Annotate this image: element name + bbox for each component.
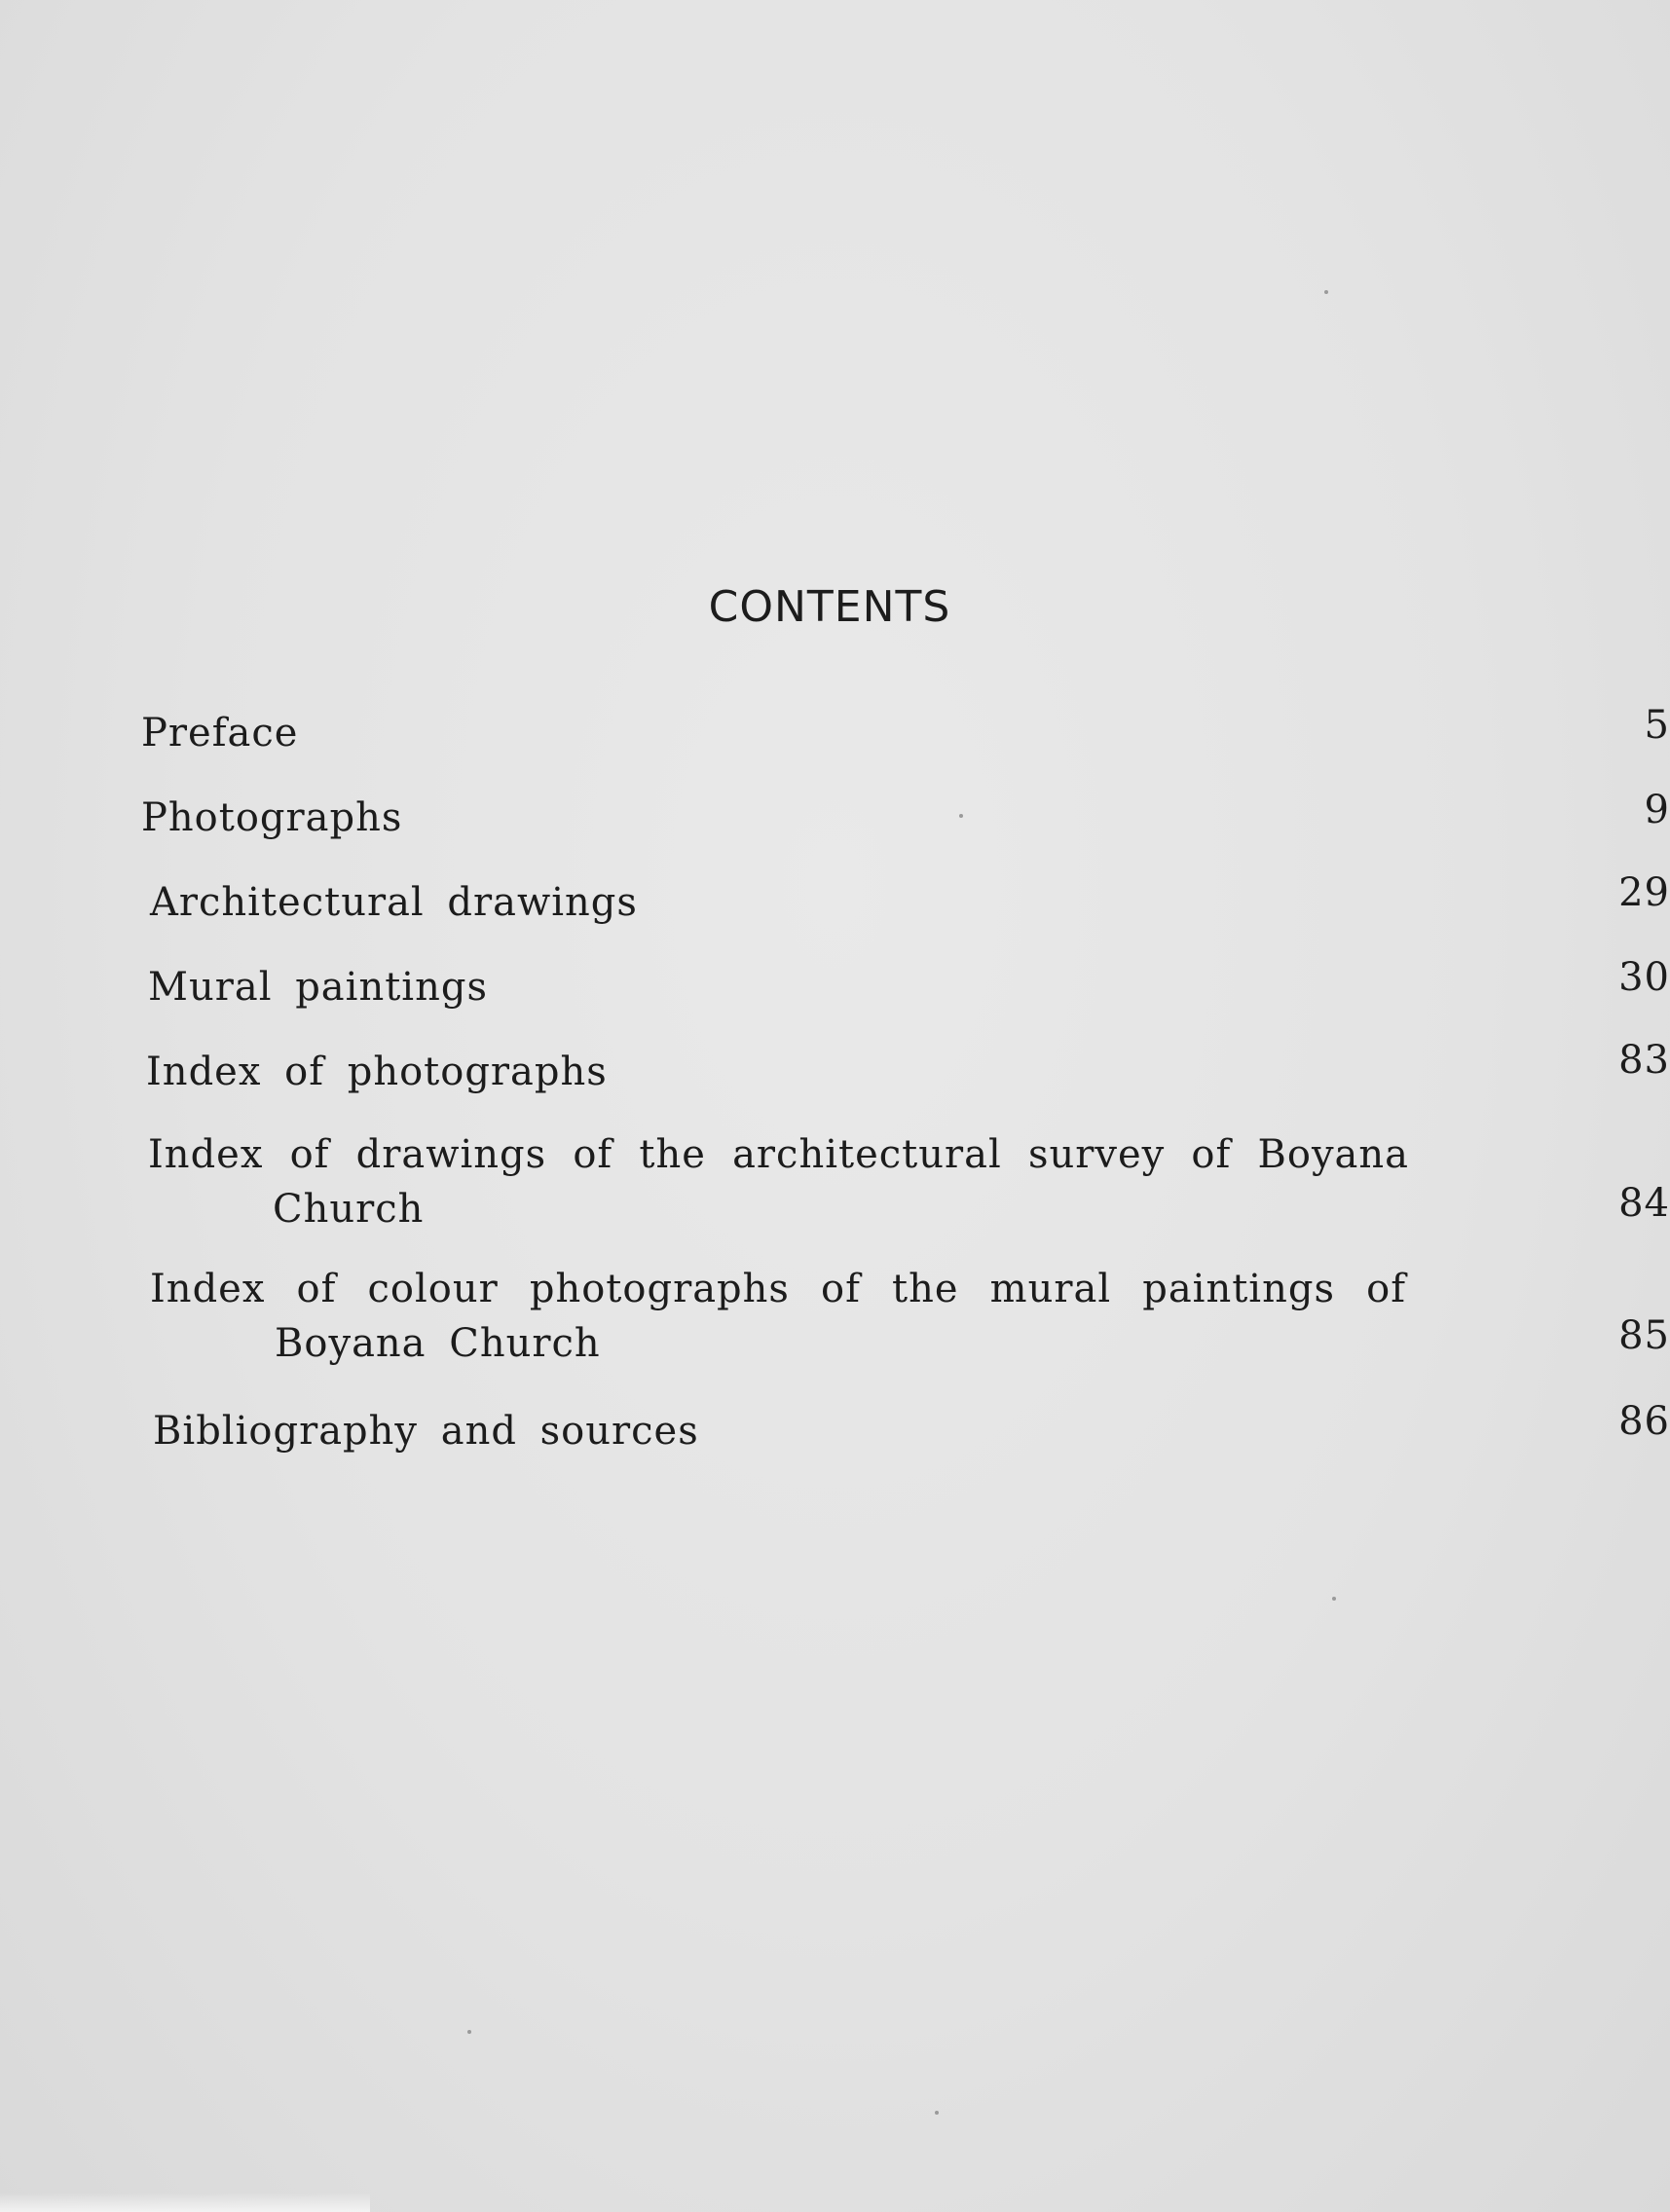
toc-entry-page-number: 5 <box>1644 703 1670 748</box>
paper-speck <box>467 2030 471 2034</box>
toc-entry-label: Photographs <box>141 795 403 840</box>
toc-entry-label-line2: Church <box>273 1187 425 1232</box>
toc-entry-label <box>148 1127 1409 1236</box>
toc-entry-label <box>150 1262 1406 1371</box>
toc-entry-page-number: 86 <box>1618 1399 1670 1444</box>
toc-entry-label-line1: Index of colour photographs of the mural paintings of <box>150 1267 1406 1311</box>
toc-entry-page-number: 29 <box>1618 870 1670 915</box>
toc-entry-label: Index of photographs <box>146 1050 608 1094</box>
toc-entry-page-number: 85 <box>1618 1313 1670 1358</box>
toc-entry-page-number: 83 <box>1618 1038 1670 1083</box>
toc-entry-label: Mural paintings <box>148 965 488 1010</box>
toc-entry-label: Bibliography and sources <box>153 1409 699 1454</box>
paper-speck <box>935 2111 939 2115</box>
toc-entry-label: Architectural drawings <box>150 880 638 925</box>
paper-speck <box>1324 290 1328 294</box>
toc-entry-page-number: 84 <box>1618 1181 1670 1226</box>
paper-speck <box>959 814 963 818</box>
contents-heading <box>0 582 1518 632</box>
toc-entry-label-line2: Boyana Church <box>275 1321 601 1366</box>
toc-entry-page-number: 30 <box>1618 955 1670 1000</box>
toc-entry-label-line1: Index of drawings of the architectural survey of Boyana <box>148 1132 1409 1177</box>
toc-entry-page-number: 9 <box>1644 788 1670 832</box>
contents-heading-text: CONTENTS <box>708 582 951 632</box>
paper-speck <box>1332 1597 1336 1601</box>
watermark-strip <box>0 2193 370 2212</box>
toc-entry-label: Preface <box>141 711 299 756</box>
